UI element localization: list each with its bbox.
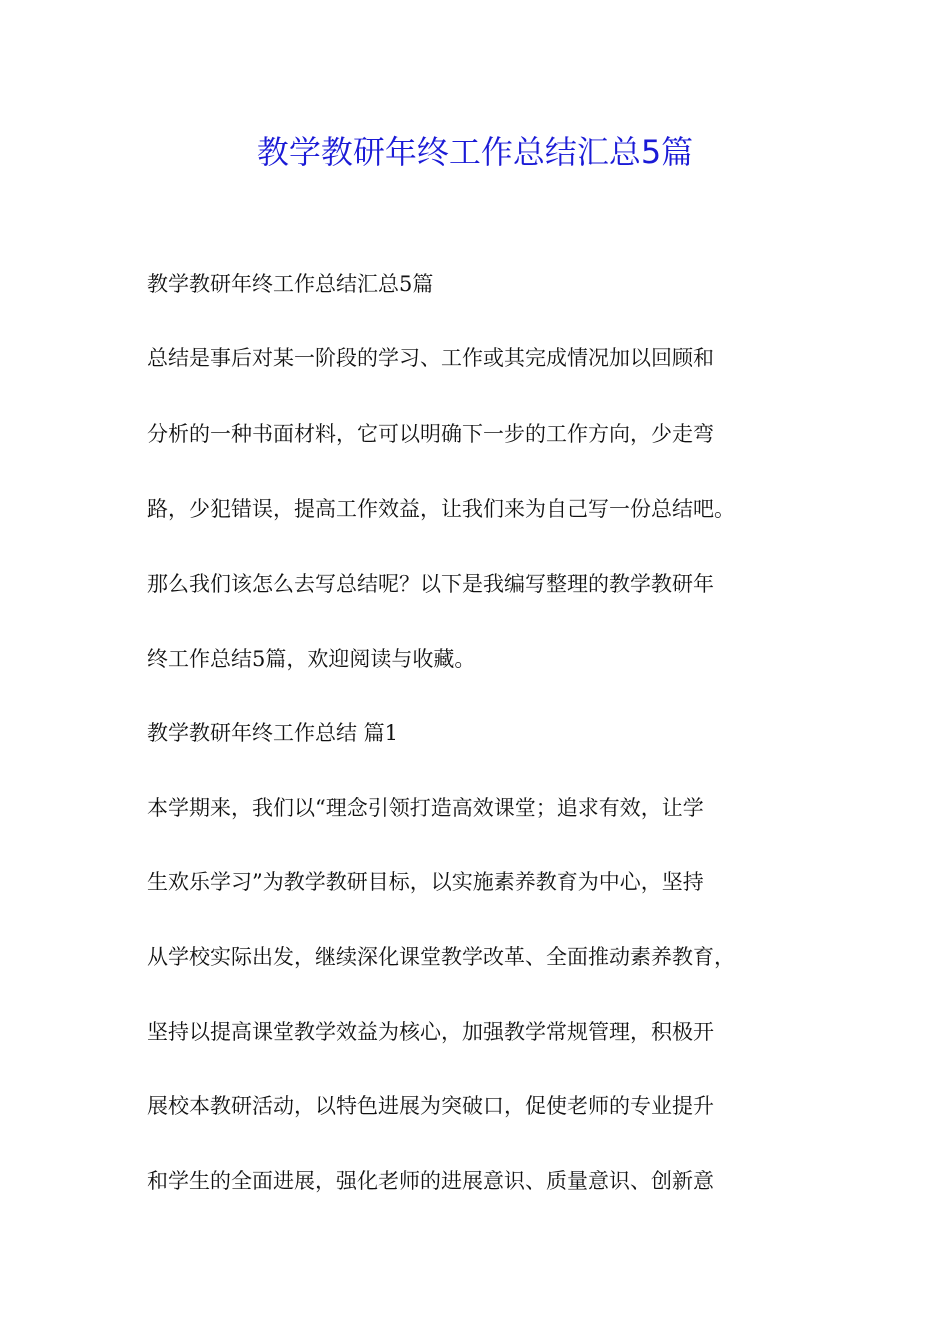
body-line: 终工作总结5篇，欢迎阅读与收藏。 (147, 647, 476, 671)
body-line: 生欢乐学习”为教学教研目标，以实施素养教育为中心，坚持 (147, 870, 704, 894)
body-line: 总结是事后对某一阶段的学习、工作或其完成情况加以回顾和 (147, 346, 714, 370)
body-line: 那么我们该怎么去写总结呢？以下是我编写整理的教学教研年 (147, 572, 714, 596)
body-line: 分析的一种书面材料，它可以明确下一步的工作方向，少走弯 (147, 422, 714, 446)
section-heading: 教学教研年终工作总结 篇1 (147, 721, 399, 745)
body-line: 从学校实际出发，继续深化课堂教学改革、全面推动素养教育， (147, 945, 735, 969)
body-line: 路，少犯错误，提高工作效益，让我们来为自己写一份总结吧。 (147, 497, 735, 521)
body-line: 本学期来，我们以“理念引领打造高效课堂；追求有效，让学 (147, 796, 704, 820)
subtitle-line: 教学教研年终工作总结汇总5篇 (147, 272, 434, 296)
body-line: 展校本教研活动，以特色进展为突破口，促使老师的专业提升 (147, 1094, 714, 1118)
document-title: 教学教研年终工作总结汇总5篇 (256, 133, 694, 171)
body-line: 和学生的全面进展，强化老师的进展意识、质量意识、创新意 (147, 1169, 714, 1193)
body-line: 坚持以提高课堂教学效益为核心，加强教学常规管理，积极开 (147, 1020, 714, 1044)
